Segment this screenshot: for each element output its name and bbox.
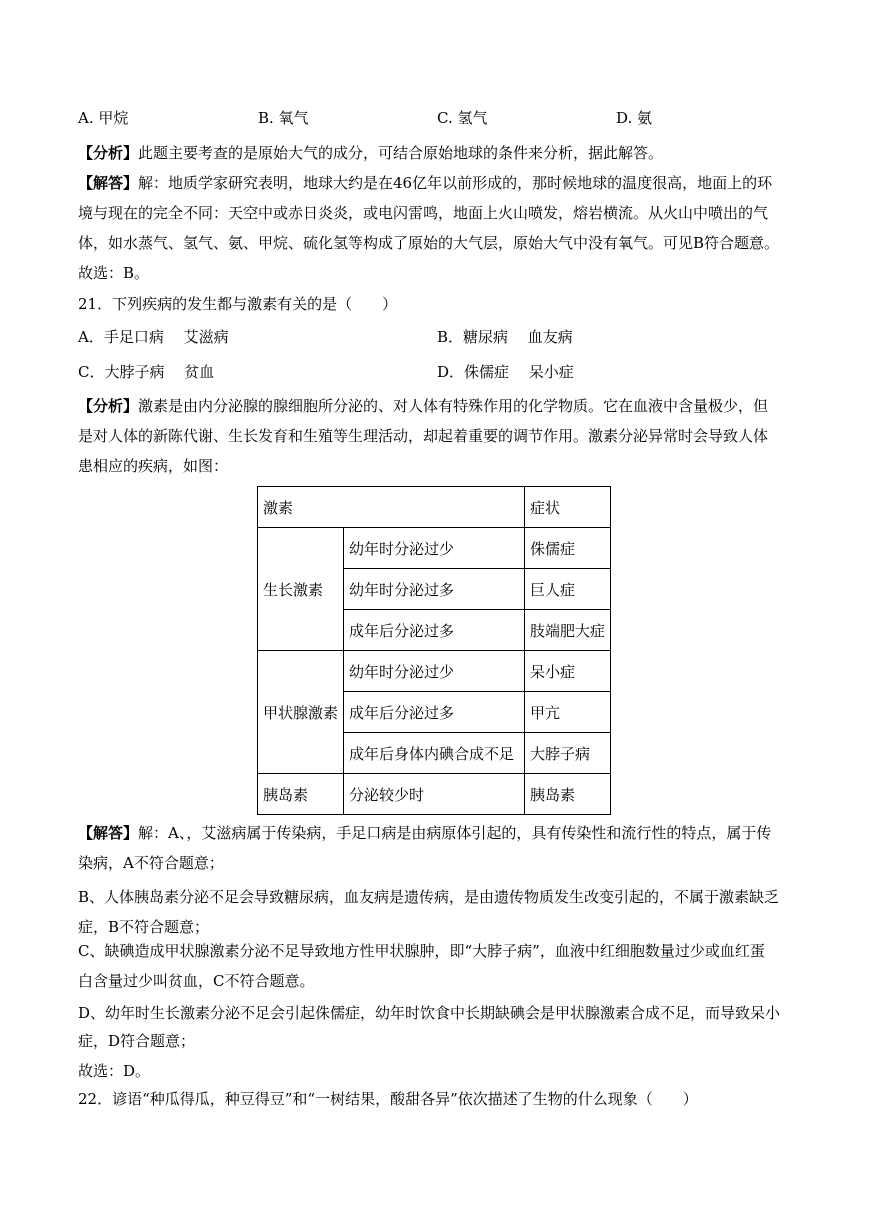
answer-tag: 【解答】 xyxy=(78,174,139,192)
symptom-cell: 巨人症 xyxy=(525,569,611,610)
q21-analysis-line-3: 患相应的疾病，如图： xyxy=(78,457,229,475)
q20-answer-line-1 xyxy=(78,169,772,197)
symptom-cell: 胰岛素 xyxy=(525,774,611,815)
q21-answer-line-9: 故选：D。 xyxy=(78,1062,151,1080)
hormone-name: 甲状腺激素 xyxy=(258,651,344,774)
condition-cell: 成年后分泌过多 xyxy=(344,692,525,733)
symptom-cell: 呆小症 xyxy=(525,651,611,692)
q21-answer-line-2: 染病，A不符合题意； xyxy=(78,854,224,872)
q21-answer-line-4: 症，B不符合题意； xyxy=(78,918,210,936)
table-row xyxy=(258,774,611,815)
q20-option-b: B. 氧气 xyxy=(258,109,309,127)
analysis-tag: 【分析】 xyxy=(78,144,139,162)
q20-option-d: D. 氨 xyxy=(616,109,653,127)
q20-option-a: A. 甲烷 xyxy=(78,109,129,127)
condition-cell: 成年后身体内碘合成不足 xyxy=(344,733,525,774)
q21-analysis-line-1 xyxy=(78,392,768,420)
q20-analysis xyxy=(78,139,663,167)
q21-answer-text: 解：A、，艾滋病属于传染病，手足口病是由病原体引起的，具有传染性和流行性的特点，属于传 xyxy=(138,824,772,842)
hormone-table xyxy=(257,486,611,815)
q21-option-c: C．大脖子病 贫血 xyxy=(78,363,215,381)
symptom-cell: 大脖子病 xyxy=(525,733,611,774)
q20-analysis-text: 此题主要考查的是原始大气的成分，可结合原始地球的条件来分析，据此解答。 xyxy=(138,144,664,162)
q21-answer-line-3: B、人体胰岛素分泌不足会导致糖尿病，血友病是遗传病，是由遗传物质发生改变引起的，不属于激素缺乏 xyxy=(78,888,780,906)
q21-option-b: B．糖尿病 血友病 xyxy=(437,328,573,346)
table-row xyxy=(258,651,611,692)
q21-answer-line-5: C、缺碘造成甲状腺激素分泌不足导致地方性甲状腺肿，即“大脖子病”，血液中红细胞数量过少或血红蛋 xyxy=(78,942,765,960)
condition-cell: 成年后分泌过多 xyxy=(344,610,525,651)
analysis-tag: 【分析】 xyxy=(78,397,139,415)
table-header-row xyxy=(258,487,611,528)
q20-answer-line-3: 体，如水蒸气、氢气、氨、甲烷、硫化氢等构成了原始的大气层，原始大气中没有氧气。可见B符合题意。 xyxy=(78,234,780,252)
q20-option-c: C. 氢气 xyxy=(437,109,488,127)
q21-answer-line-7: D、幼年时生长激素分泌不足会引起侏儒症，幼年时饮食中长期缺碘会是甲状腺激素合成不足，而导致呆小 xyxy=(78,1004,781,1022)
q21-analysis-text: 激素是由内分泌腺的腺细胞所分泌的、对人体有特殊作用的化学物质。它在血液中含量极少，但 xyxy=(138,397,769,415)
q21-option-a: A．手足口病 艾滋病 xyxy=(78,328,229,346)
hormone-name: 生长激素 xyxy=(258,528,344,651)
symptom-cell: 甲亢 xyxy=(525,692,611,733)
answer-tag: 【解答】 xyxy=(78,824,139,842)
q20-answer-text: 解：地质学家研究表明，地球大约是在46亿年以前形成的，那时候地球的温度很高，地面上的环 xyxy=(138,174,773,192)
q21-analysis-line-2: 是对人体的新陈代谢、生长发育和生殖等生理活动，却起着重要的调节作用。激素分泌异常时会导致人体 xyxy=(78,427,769,445)
q22-stem: 22．谚语“种瓜得瓜，种豆得豆”和“一树结果，酸甜各异”依次描述了生物的什么现象（ ） xyxy=(78,1090,698,1108)
hormone-name: 胰岛素 xyxy=(258,774,344,815)
q20-answer-line-2: 境与现在的完全不同：天空中或赤日炎炎，或电闪雷鸣，地面上火山喷发，熔岩横流。从火山中喷出的气 xyxy=(78,204,769,222)
condition-cell: 幼年时分泌过多 xyxy=(344,569,525,610)
condition-cell: 幼年时分泌过少 xyxy=(344,651,525,692)
q20-options xyxy=(78,104,798,132)
q20-answer-line-4: 故选：B。 xyxy=(78,264,150,282)
condition-cell: 分泌较少时 xyxy=(344,774,525,815)
q21-answer-line-8: 症，D符合题意； xyxy=(78,1032,196,1050)
table-header-hormone: 激素 xyxy=(258,487,525,528)
table-row xyxy=(258,528,611,569)
q21-answer-line-6: 白含量过少叫贫血，C不符合题意。 xyxy=(78,972,315,990)
condition-cell: 幼年时分泌过少 xyxy=(344,528,525,569)
table-header-symptom: 症状 xyxy=(525,487,611,528)
q21-option-d: D．侏儒症 呆小症 xyxy=(437,363,574,381)
symptom-cell: 侏儒症 xyxy=(525,528,611,569)
q21-answer-line-1 xyxy=(78,819,771,847)
q21-stem: 21．下列疾病的发生都与激素有关的是（ ） xyxy=(78,295,398,313)
symptom-cell: 肢端肥大症 xyxy=(525,610,611,651)
